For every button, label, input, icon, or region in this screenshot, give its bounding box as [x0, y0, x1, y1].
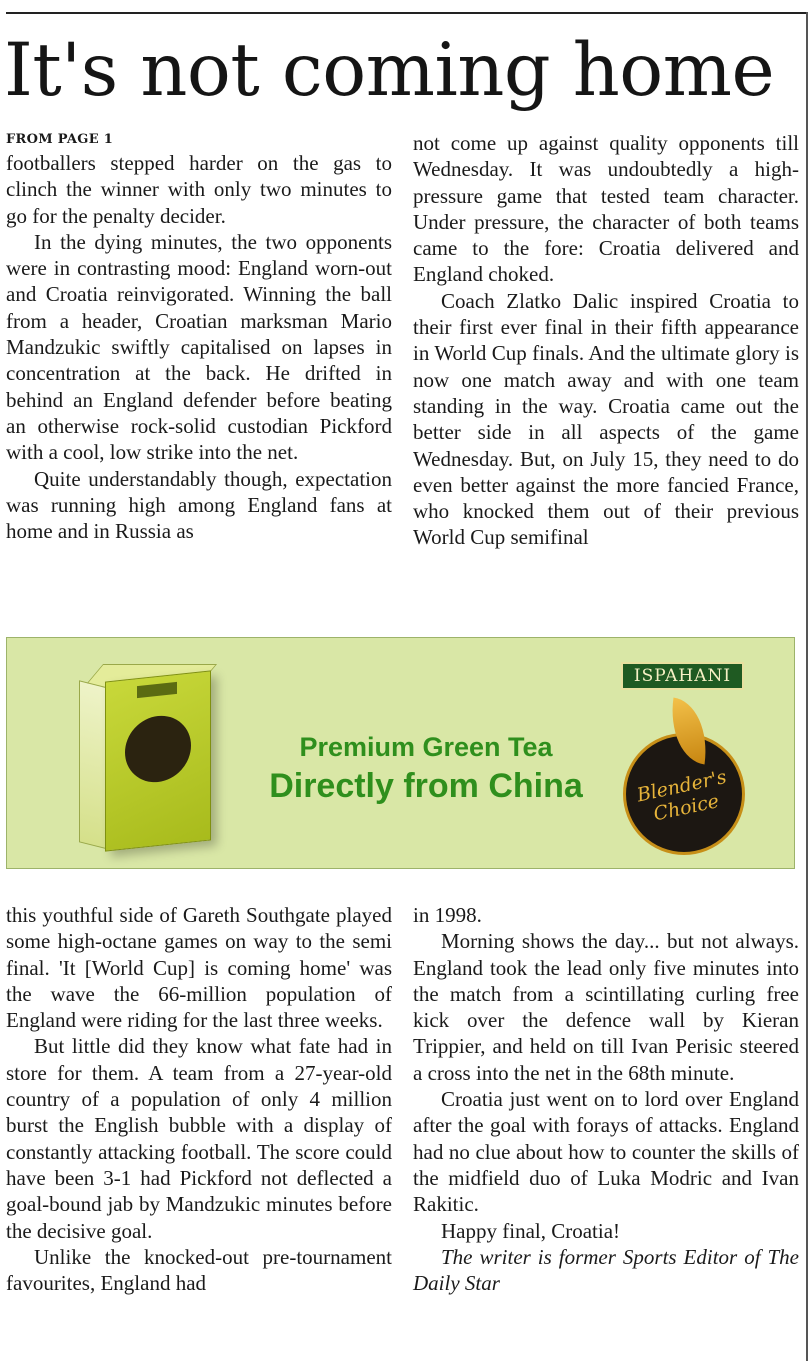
advertisement-banner[interactable]	[6, 637, 795, 869]
from-page-label: FROM PAGE 1	[6, 132, 114, 147]
paragraph: In the dying minutes, the two opponents were in contrasting mood: England worn-out and Croatia reinvigorated. Winning the ball from a header, Croatian marksman Mario Mandzukic swiftly capitalised on lapses in concentration at the back. He drifted in behind an England defender before beating an otherwise rock-solid custodian Pickford with a cool, low strike into the net.	[6, 229, 392, 465]
paragraph: footballers stepped harder on the gas to clinch the winner with only two minutes to go for the penalty decider.	[6, 151, 392, 228]
tea-box-image	[79, 658, 215, 844]
paragraph: Coach Zlatko Dalic inspired Croatia to their first ever final in their fifth appearance in World Cup finals. And the ultimate glory is now one match away and with one team standing in the way. Croatia came out the better side in all aspects of the game Wednesday. But, on July 15, they need to do even better against the more fancied France, who knocked them out of their previous World Cup semifinal	[413, 288, 799, 550]
seal-text: Blender's Choice	[634, 766, 729, 826]
paragraph: not come up against quality opponents till Wednesday. It was undoubtedly a high-pressure game that tested team character. Under pressure, the character of both teams came to the fore: Croatia delivered and England choked.	[413, 131, 799, 287]
column-3	[6, 902, 392, 1296]
paragraph: in 1998.	[413, 903, 482, 927]
column-2	[413, 130, 799, 551]
paragraph: Croatia just went on to lord over England after the goal with forays of attacks. England had no clue about how to counter the skills of the midfield duo of Luka Modric and Ivan Rakitic.	[413, 1087, 799, 1217]
headline: It's not coming home	[4, 28, 775, 113]
paragraph: this youthful side of Gareth Southgate played some high-octane games on way to the semi final. 'It [World Cup] is coming home' was the wave the 66-million population of England were riding for the last three weeks.	[6, 903, 392, 1033]
top-rule	[6, 12, 806, 14]
paragraph: But little did they know what fate had in store for them. A team from a 27-year-old country of a population of only 4 million burst the English bubble with a display of constantly attacking football. The score could have been 3-1 had Pickford not deflected a goal-bound jab by Mandzukic minutes before the decisive goal.	[6, 1034, 392, 1243]
ad-subheadline: Directly from China	[269, 767, 583, 805]
author-note: The writer is former Sports Editor of The Daily Star	[413, 1244, 799, 1296]
column-1	[6, 130, 392, 544]
paragraph: Morning shows the day... but not always. England took the lead only five minutes into the match from a scintillating curling free kick over the defence wall by Kieran Trippier, and held on till Ivan Perisic steered a cross into the net in the 68th minute.	[413, 929, 799, 1085]
paragraph: Quite understandably though, expectation was running high among England fans at home and in Russia as	[6, 466, 392, 544]
ad-headline: Premium Green Tea	[299, 732, 553, 762]
right-rule	[806, 12, 808, 1361]
column-4	[413, 902, 799, 1296]
sign-off: Happy final, Croatia!	[441, 1218, 621, 1243]
paragraph: Unlike the knocked-out pre-tournament favourites, England had	[6, 1244, 392, 1296]
brand-logo: ISPAHANI	[621, 662, 744, 690]
